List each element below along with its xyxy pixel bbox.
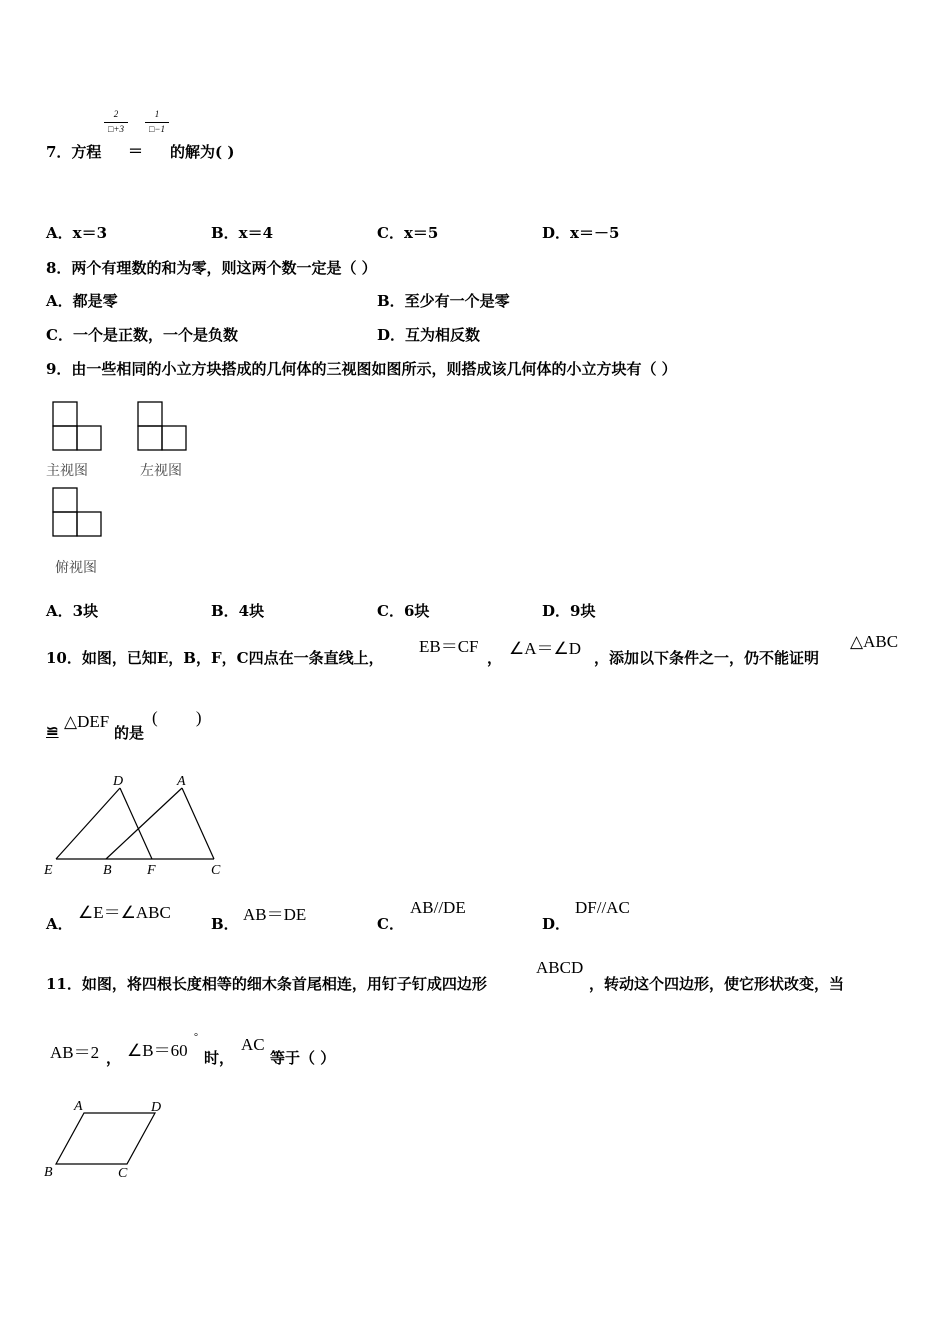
q11-comma: ，	[106, 1049, 122, 1067]
q8-option-a[interactable]: A．都是零	[46, 292, 118, 310]
q7-prefix: 7．方程	[46, 143, 102, 161]
q7-option-b[interactable]: B．x＝4	[211, 224, 274, 242]
q10-option-b-math: AB＝DE	[243, 905, 307, 924]
label-c: C	[211, 863, 221, 878]
q9-option-b[interactable]: B．4块	[211, 602, 265, 620]
q10-triangle-abc: △ABC	[850, 632, 899, 651]
front-view-caption: 主视图	[46, 463, 88, 479]
q9-stem: 9．由一些相同的小立方块搭成的几何体的三视图如图所示，则搭成该几何体的小立方块有（ ）	[46, 360, 677, 378]
label-b: B	[103, 863, 112, 878]
q10-triangle-def: △DEF	[64, 712, 110, 731]
q7-option-a[interactable]: A．x＝3	[46, 224, 108, 242]
q10-option-d-math: DF//AC	[575, 898, 630, 917]
q8-stem: 8．两个有理数的和为零，则这两个数一定是（ ）	[46, 259, 377, 277]
q7-frac2-denominator: □−1	[148, 124, 165, 134]
q11-ab-length: AB＝2	[50, 1043, 100, 1062]
q11-degree: °	[194, 1032, 198, 1043]
q10-congruent-sign: ≌	[46, 722, 59, 740]
q11-stem-a: 11．如图，将四根长度相等的细木条首尾相连，用钉子钉成四边形	[46, 975, 487, 993]
q9-option-a[interactable]: A．3块	[46, 602, 99, 620]
q9-option-c[interactable]: C．6块	[377, 602, 430, 620]
q11-when: 时，	[204, 1049, 235, 1067]
q10-option-c-letter: C．	[377, 915, 404, 933]
q7-frac2-numerator: 1	[154, 109, 160, 119]
q7-frac2-bar	[145, 122, 169, 123]
q10-stem-b: ，添加以下条件之一，仍不能证明	[594, 649, 820, 667]
label-a: A	[74, 1099, 83, 1114]
q10-option-d-letter: D．	[542, 915, 571, 933]
q10-option-b-letter: B．	[211, 915, 239, 933]
q10-stem-a: 10．如图，已知E，B，F，C四点在一条直线上，	[46, 649, 384, 667]
top-view-caption: 俯视图	[55, 560, 97, 576]
q11-angle-b: ∠B＝60	[127, 1041, 188, 1060]
label-d: D	[113, 774, 124, 789]
q10-condition-angle: ∠A＝∠D	[509, 639, 582, 658]
q10-option-a-letter: A．	[46, 915, 73, 933]
label-c: C	[118, 1166, 128, 1181]
left-view-caption: 左视图	[140, 463, 182, 479]
q11-ac: AC	[241, 1035, 265, 1054]
q9-option-d[interactable]: D．9块	[542, 602, 596, 620]
q10-stem-c: 的是	[114, 724, 145, 742]
q10-condition-eb-cf: EB＝CF	[419, 637, 479, 656]
q11-equals-question: 等于（ ）	[270, 1049, 336, 1067]
q7-option-c[interactable]: C．x＝5	[377, 224, 439, 242]
q11-quadrilateral: ABCD	[536, 958, 584, 977]
label-e: E	[44, 863, 53, 878]
q10-option-c-math: AB//DE	[410, 898, 466, 917]
q7-equals: ＝	[128, 142, 144, 160]
q8-option-c[interactable]: C．一个是正数，一个是负数	[46, 326, 238, 344]
q10-figure	[40, 768, 240, 880]
q11-rhombus-figure	[40, 1096, 180, 1186]
q8-option-d[interactable]: D．互为相反数	[377, 326, 481, 344]
q10-answer-paren: ( )	[152, 708, 202, 727]
q11-stem-b: ，转动这个四边形，使它形状改变，当	[589, 975, 845, 993]
q10-comma: ，	[487, 649, 503, 667]
q7-frac1-bar	[104, 122, 128, 123]
q7-frac1-denominator: □+3	[107, 124, 124, 134]
label-b: B	[44, 1165, 53, 1180]
q7-option-d[interactable]: D．x＝－5	[542, 224, 620, 242]
q10-option-a-math: ∠E＝∠ABC	[78, 903, 171, 922]
q7-frac1-numerator: 2	[113, 109, 119, 119]
label-d: D	[151, 1100, 162, 1115]
q8-option-b[interactable]: B．至少有一个是零	[377, 292, 510, 310]
label-a: A	[177, 774, 186, 789]
q7-suffix: 的解为( )	[170, 143, 235, 161]
label-f: F	[147, 863, 156, 878]
